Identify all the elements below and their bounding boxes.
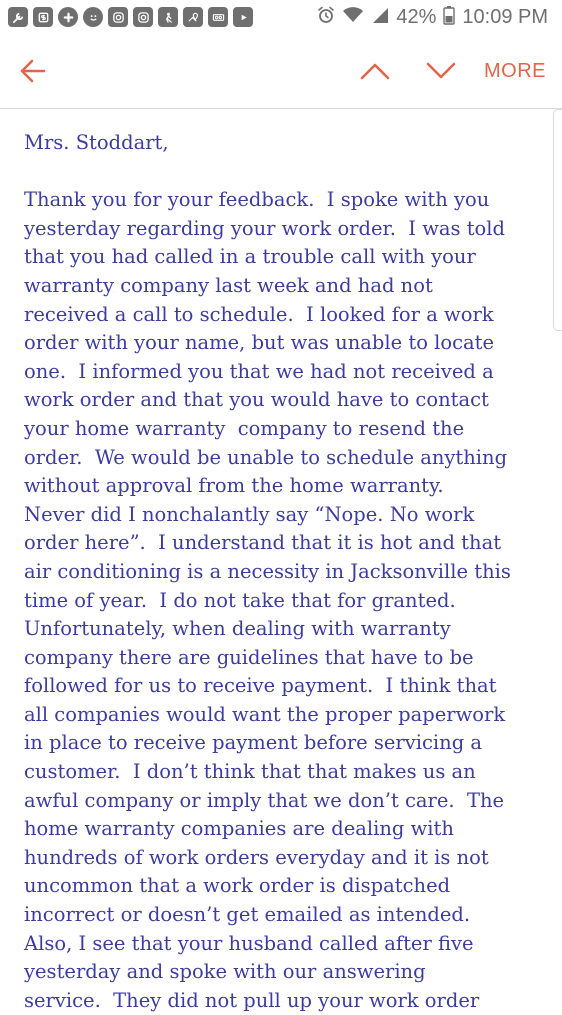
back-arrow-icon bbox=[18, 56, 48, 86]
dollar-icon bbox=[33, 7, 53, 27]
message-line: yesterday regarding your work order. I was told bbox=[24, 216, 506, 240]
message-line: received a call to schedule. I looked for a work bbox=[24, 302, 494, 326]
status-bar bbox=[0, 0, 562, 36]
message-line: followed for us to receive payment. I think that bbox=[24, 674, 497, 698]
battery-icon bbox=[443, 5, 455, 30]
message-line: customer. I don’t think that that makes us an bbox=[24, 760, 476, 784]
message-line: Also, I see that your husband called after five bbox=[24, 931, 474, 955]
message-body[interactable] bbox=[0, 109, 562, 1012]
message-line: hundreds of work orders everyday and it is not bbox=[24, 845, 489, 869]
message-line: without approval from the home warranty. bbox=[24, 474, 444, 498]
back-button[interactable] bbox=[18, 56, 48, 86]
smiley-icon bbox=[83, 7, 103, 27]
wrench-icon bbox=[8, 7, 28, 27]
message-line: that you had called in a trouble call with your bbox=[24, 245, 476, 269]
message-line: uncommon that a work order is dispatched bbox=[24, 874, 451, 898]
message-line: Unfortunately, when dealing with warranty bbox=[24, 617, 451, 641]
message-paragraph bbox=[24, 186, 544, 1015]
message-line: work order and that you would have to contact bbox=[24, 388, 489, 412]
maps-icon bbox=[183, 7, 203, 27]
message-line: order. We would be unable to schedule anything bbox=[24, 445, 508, 469]
message-line: company there are guidelines that have to be bbox=[24, 645, 474, 669]
message-line: time of year. I do not take that for granted. bbox=[24, 588, 456, 612]
voicemail-icon bbox=[208, 7, 228, 27]
instagram-icon bbox=[108, 7, 128, 27]
next-message-button[interactable] bbox=[424, 58, 458, 84]
message-line: service. They did not pull up your work order bbox=[24, 988, 480, 1012]
message-line: all companies would want the proper paperwork bbox=[24, 702, 506, 726]
message-line: in place to receive payment before servicing a bbox=[24, 731, 483, 755]
message-line: your home warranty company to resend the bbox=[24, 416, 465, 440]
chevron-down-icon bbox=[424, 58, 458, 84]
greeting: Mrs. Stoddart, bbox=[24, 131, 169, 154]
message-line: awful company or imply that we don’t care. The bbox=[24, 788, 505, 812]
message-text bbox=[24, 129, 544, 1015]
more-button[interactable]: MORE bbox=[484, 60, 546, 82]
scroll-handle[interactable] bbox=[553, 109, 562, 331]
chevron-up-icon bbox=[358, 58, 392, 84]
message-line: Never did I nonchalantly say “Nope. No work bbox=[24, 502, 475, 526]
message-line: yesterday and spoke with our answering bbox=[24, 960, 426, 984]
system-status bbox=[317, 5, 548, 30]
clock: 10:09 PM bbox=[462, 6, 548, 28]
notification-icons bbox=[8, 7, 253, 27]
message-line: order here”. I understand that it is hot and that bbox=[24, 531, 502, 555]
message-line: order with your name, but was unable to locate bbox=[24, 331, 495, 355]
previous-message-button[interactable] bbox=[358, 58, 392, 84]
wifi-icon bbox=[342, 6, 364, 29]
message-line: air conditioning is a necessity in Jacksonville this bbox=[24, 559, 511, 583]
youtube-icon bbox=[233, 7, 253, 27]
message-line: home warranty companies are dealing with bbox=[24, 817, 454, 841]
message-line: Thank you for your feedback. I spoke with you bbox=[24, 188, 490, 212]
battery-percent: 42% bbox=[396, 6, 437, 28]
message-toolbar bbox=[0, 36, 562, 109]
instagram-icon bbox=[133, 7, 153, 27]
person-icon bbox=[158, 7, 178, 27]
message-line: one. I informed you that we had not received a bbox=[24, 359, 494, 383]
plus-icon bbox=[58, 7, 78, 27]
message-line: warranty company last week and had not bbox=[24, 273, 433, 297]
alarm-icon bbox=[317, 6, 335, 29]
signal-icon bbox=[371, 6, 389, 29]
message-line: incorrect or doesn’t get emailed as intended. bbox=[24, 903, 471, 927]
